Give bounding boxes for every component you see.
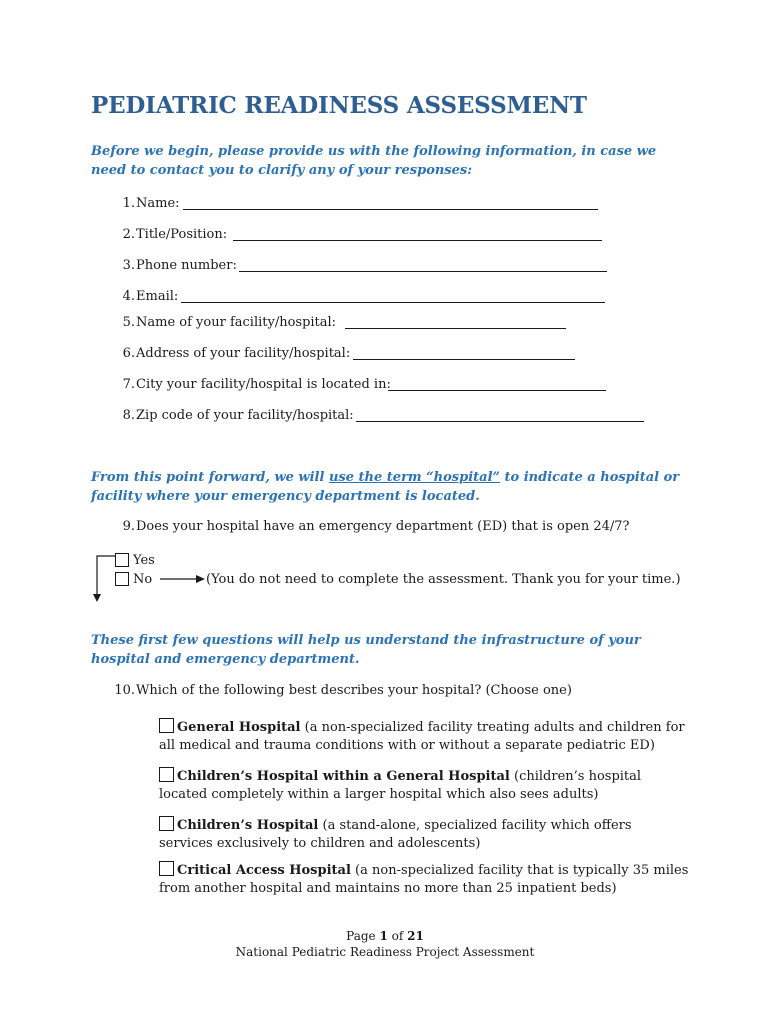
- field-label: Phone number:: [136, 258, 237, 273]
- page-prefix: Page: [346, 929, 380, 943]
- field-number: 6.: [122, 346, 135, 361]
- field-number: 2.: [122, 227, 135, 242]
- option-childrens-within-general[interactable]: [159, 767, 689, 804]
- name-blank-line[interactable]: [183, 209, 598, 210]
- facility-city-blank-line[interactable]: [388, 390, 606, 391]
- down-arrow-icon: [93, 594, 101, 602]
- field-number: 5.: [122, 315, 135, 330]
- option-description: (a non-specialized facility treating adults and children for all medical and trauma conditions with or without a separate pediatric ED): [159, 720, 685, 753]
- page-of: of: [387, 929, 408, 943]
- field-label: Email:: [136, 289, 179, 304]
- option-description: (a stand-alone, specialized facility which offers services exclusively to children and adolescents): [159, 818, 632, 851]
- right-arrow-icon: [196, 575, 205, 583]
- field-label: Name of your facility/hospital:: [136, 315, 337, 330]
- option-name: Critical Access Hospital: [177, 863, 351, 878]
- contact-intro: Before we begin, please provide us with the following information, in case we need to contact you to clarify any of your responses:: [91, 144, 657, 178]
- no-exit-note: (You do not need to complete the assessment. Thank you for your time.): [206, 572, 681, 587]
- total-pages: 21: [407, 929, 424, 943]
- page-title: PEDIATRIC READINESS ASSESSMENT: [91, 92, 587, 119]
- childrens-within-general-checkbox[interactable]: [159, 767, 174, 782]
- field-number: 3.: [122, 258, 135, 273]
- option-general-hospital[interactable]: [159, 718, 689, 755]
- hospital-term-intro: [91, 468, 691, 506]
- title-blank-line[interactable]: [233, 240, 602, 241]
- question-text: Which of the following best describes your hospital? (Choose one): [136, 683, 572, 698]
- critical-access-checkbox[interactable]: [159, 861, 174, 876]
- field-label: Address of your facility/hospital:: [136, 346, 351, 361]
- facility-name-blank-line[interactable]: [345, 328, 566, 329]
- field-number: 7.: [122, 377, 135, 392]
- field-number: 1.: [122, 196, 135, 211]
- question-number: 10.: [114, 683, 135, 698]
- yes-label: Yes: [133, 553, 155, 568]
- question-number: 9.: [122, 519, 135, 534]
- option-description: (children’s hospital located completely within a larger hospital which also sees adults): [159, 769, 642, 802]
- option-name: Children’s Hospital within a General Hospital: [177, 769, 510, 784]
- infrastructure-intro: These first few questions will help us understand the infrastructure of your hospital and emergency department.: [91, 633, 641, 667]
- option-childrens-hospital[interactable]: [159, 816, 689, 853]
- option-description: (a non-specialized facility that is typically 35 miles from another hospital and maintains no more than 25 inpatient beds): [159, 863, 689, 896]
- option-name: Children’s Hospital: [177, 818, 319, 833]
- yes-checkbox[interactable]: [115, 553, 129, 567]
- field-label: Title/Position:: [136, 227, 228, 242]
- field-label: Zip code of your facility/hospital:: [136, 408, 354, 423]
- email-blank-line[interactable]: [181, 302, 605, 303]
- current-page: 1: [379, 929, 388, 943]
- facility-zip-blank-line[interactable]: [356, 421, 644, 422]
- general-hospital-checkbox[interactable]: [159, 718, 174, 733]
- question-text: Does your hospital have an emergency department (ED) that is open 24/7?: [136, 519, 630, 534]
- childrens-hospital-checkbox[interactable]: [159, 816, 174, 831]
- page-number: [0, 928, 770, 944]
- hospital-term-underlined: use the term “hospital”: [328, 470, 500, 485]
- facility-address-blank-line[interactable]: [353, 359, 575, 360]
- no-checkbox[interactable]: [115, 572, 129, 586]
- hospital-term-intro-after: to indicate a hospital or facility where your emergency department is located.: [91, 470, 680, 504]
- hospital-term-intro-before: From this point forward, we will: [91, 470, 329, 485]
- no-label: No: [133, 572, 153, 587]
- field-label: City your facility/hospital is located in:: [136, 377, 391, 392]
- field-number: 4.: [122, 289, 135, 304]
- option-critical-access[interactable]: [159, 861, 689, 898]
- no-skip-bracket: [97, 556, 115, 598]
- field-label: Name:: [136, 196, 180, 211]
- footer-subtitle: National Pediatric Readiness Project Assessment: [235, 945, 535, 959]
- option-name: General Hospital: [177, 720, 301, 735]
- phone-blank-line[interactable]: [239, 271, 607, 272]
- field-number: 8.: [122, 408, 135, 423]
